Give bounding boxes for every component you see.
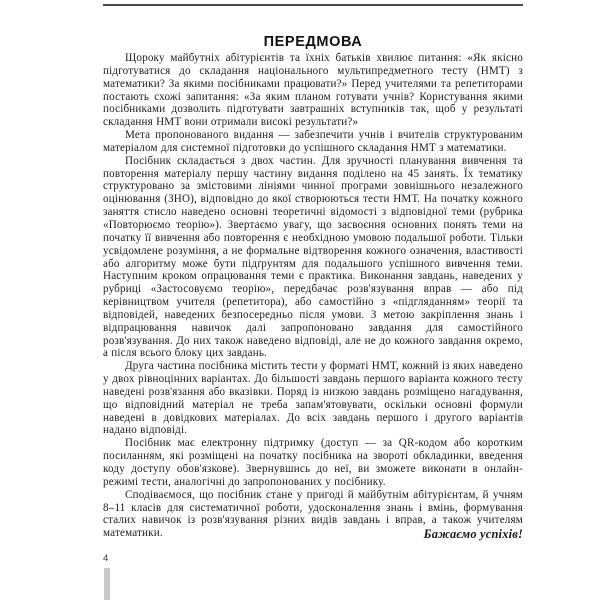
paragraph-6: Сподіваємося, що посібник стане у пригоді й майбутнім абітурієнтам, й учням 8–11 класів для систематичної роботи, удосконалення знань і вмінь, формування сталих навичок із розв'язування різних видів завдань і вправ, а також учителям математики. [103, 488, 523, 540]
page-number: 4 [103, 553, 109, 564]
folio-marker-bar [104, 568, 110, 600]
closing-wish: Бажаємо успіхів! [423, 527, 523, 541]
paragraph-5: Посібник має електронну підтримку (доступ — за QR-кодом або коротким посиланням, які розміщені на початку посібника на звороті обкладинки, введення коду доступу обов'язкове). Звернувшись до неї, ви зможете виконати в онлайн-режимі тести, аналогічні до запропонованих у посібнику. [103, 437, 523, 488]
page-title: ПЕРЕДМОВА [263, 33, 363, 50]
paragraph-2: Мета пропонованого видання — забезпечити учнів і вчителів структурованим матеріалом для системної підготовки до успішного складання НМТ з математики. [103, 129, 523, 154]
header-rule [103, 4, 523, 6]
body-text-column [103, 52, 523, 540]
paragraph-1: Щороку майбутніх абітурієнтів та їхніх батьків хвилює питання: «Як якісно підготуватися до складання національного мультипредметного тесту (НМТ) з математики? За якими посібниками працювати?» Перед учителями та репетиторами постають схожі запитання: «За яким планом готувати учнів? Користування якими посібниками дозволить підготувати завтрашніх вступників так, щоб у результаті складання НМТ вони отримали високі результати?» [103, 52, 523, 129]
paragraph-3: Посібник складається з двох частин. Для зручності планування вивчення та повторення матеріалу першу частину видання поділено на 45 занять. Їх тематику структуровано за змістовими лініями чинної програми зовнішнього незалежного оцінювання (ЗНО), відповідно до якої створюються тести НМТ. На початку кожного заняття стисло наведено основні теоретичні відомості з відповідної теми (рубрика «Повторюємо теорію»). Звертаємо увагу, що засвоєння основних понять теми на початку її вивчення або повторення є необхідною умовою подальшої роботи. Тільки усвідомлене розуміння, а не формальне відтворення кожного означення, властивості або алгоритму може бути підґрунтям для подальшого успішного вивчення теми. Наступним кроком опрацювання теми є практика. Виконання завдань, наведених у рубриці «Застосовуємо теорію», передбачає розв'язування вправ — або під керівництвом учителя (репетитора), або самостійно з «підгляданням» теорії та відповідей, наведених безпосередньо після умови. З метою закріплення знань і відпрацювання навичок далі запропоновано завдання для самостійного розв'язування. До них також наведено відповіді, але не до кожного завдання окремо, а після всього блоку цих завдань. [103, 154, 523, 360]
paragraph-4: Друга частина посібника містить тести у форматі НМТ, кожний із яких наведено у двох рівноцінних варіантах. До більшості завдань першого варіанта кожного тесту наведені розв'язання або вказівки. Поряд із низкою завдань розміщено нагадування, що відповідний матеріал не треба запам'ятовувати, оскільки основні формули наведені в довідкових матеріалах. До всіх завдань першого і другого варіантів надано відповіді. [103, 360, 523, 437]
